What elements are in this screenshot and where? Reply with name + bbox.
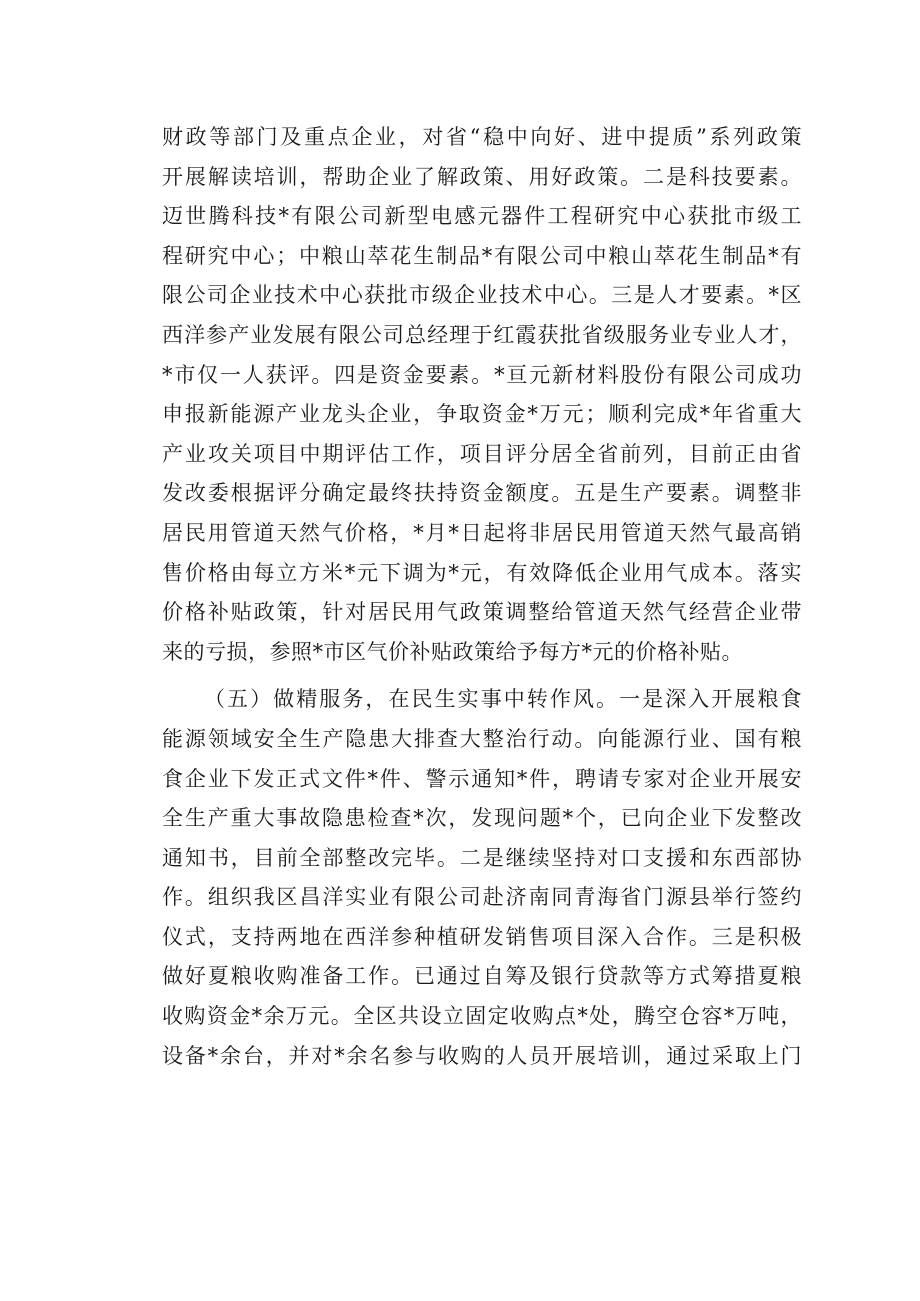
text-line: 通知书，目前全部整改完毕。二是继续坚持对口支援和东西部协 xyxy=(162,845,802,870)
text-line: 作。组织我区昌洋实业有限公司赴济南同青海省门源县举行签约 xyxy=(162,885,802,910)
text-line: 迈世腾科技*有限公司新型电感元器件工程研究中心获批市级工 xyxy=(162,204,802,229)
text-line: 价格补贴政策，针对居民用气政策调整给管道天然气经营企业带 xyxy=(162,600,802,625)
text-line: 设备*余台，并对*余名参与收购的人员开展培训，通过采取上门 xyxy=(162,1043,802,1068)
text-line: 限公司企业技术中心获批市级企业技术中心。三是人才要素。*区 xyxy=(162,283,802,308)
text-line: 做好夏粮收购准备工作。已通过自筹及银行贷款等方式筹措夏粮 xyxy=(162,964,802,989)
text-line: 食企业下发正式文件*件、警示通知*件，聘请专家对企业开展安 xyxy=(162,766,802,791)
text-line: *市仅一人获评。四是资金要素。*亘元新材料股份有限公司成功 xyxy=(162,362,802,387)
text-line: 开展解读培训，帮助企业了解政策、用好政策。二是科技要素。 xyxy=(162,164,802,189)
text-line: 西洋参产业发展有限公司总经理于红霞获批省级服务业专业人才， xyxy=(162,322,802,347)
document-body xyxy=(162,118,802,1076)
text-line: 居民用管道天然气价格，*月*日起将非居民用管道天然气最高销 xyxy=(162,520,802,545)
paragraph-spacer xyxy=(162,672,802,680)
text-line: 产业攻关项目中期评估工作，项目评分居全省前列，目前正由省 xyxy=(162,441,802,466)
text-line: 售价格由每立方米*元下调为*元，有效降低企业用气成本。落实 xyxy=(162,560,802,585)
text-line: 财政等部门及重点企业，对省“稳中向好、进中提质”系列政策 xyxy=(162,125,802,149)
text-line: 申报新能源产业龙头企业，争取资金*万元；顺利完成*年省重大 xyxy=(162,402,802,427)
paragraph-factor-support xyxy=(162,118,802,672)
text-line: 仪式，支持两地在西洋参种植研发销售项目深入合作。三是积极 xyxy=(162,924,802,949)
text-line: 全生产重大事故隐患检查*次，发现问题*个，已向企业下发整改 xyxy=(162,806,802,831)
text-line: 来的亏损，参照*市区气价补贴政策给予每方*元的价格补贴。 xyxy=(162,639,743,664)
text-line: 程研究中心；中粮山萃花生制品*有限公司中粮山萃花生制品*有 xyxy=(162,243,802,268)
text-line: 发改委根据评分确定最终扶持资金额度。五是生产要素。调整非 xyxy=(162,481,802,506)
section-heading-line: （五）做精服务，在民生实事中转作风。一是深入开展粮食 xyxy=(204,687,802,712)
text-line: 能源领域安全生产隐患大排查大整治行动。向能源行业、国有粮 xyxy=(162,726,802,751)
paragraph-service-improvement xyxy=(162,680,802,1076)
text-line: 收购资金*余万元。全区共设立固定收购点*处，腾空仓容*万吨， xyxy=(162,1004,802,1029)
